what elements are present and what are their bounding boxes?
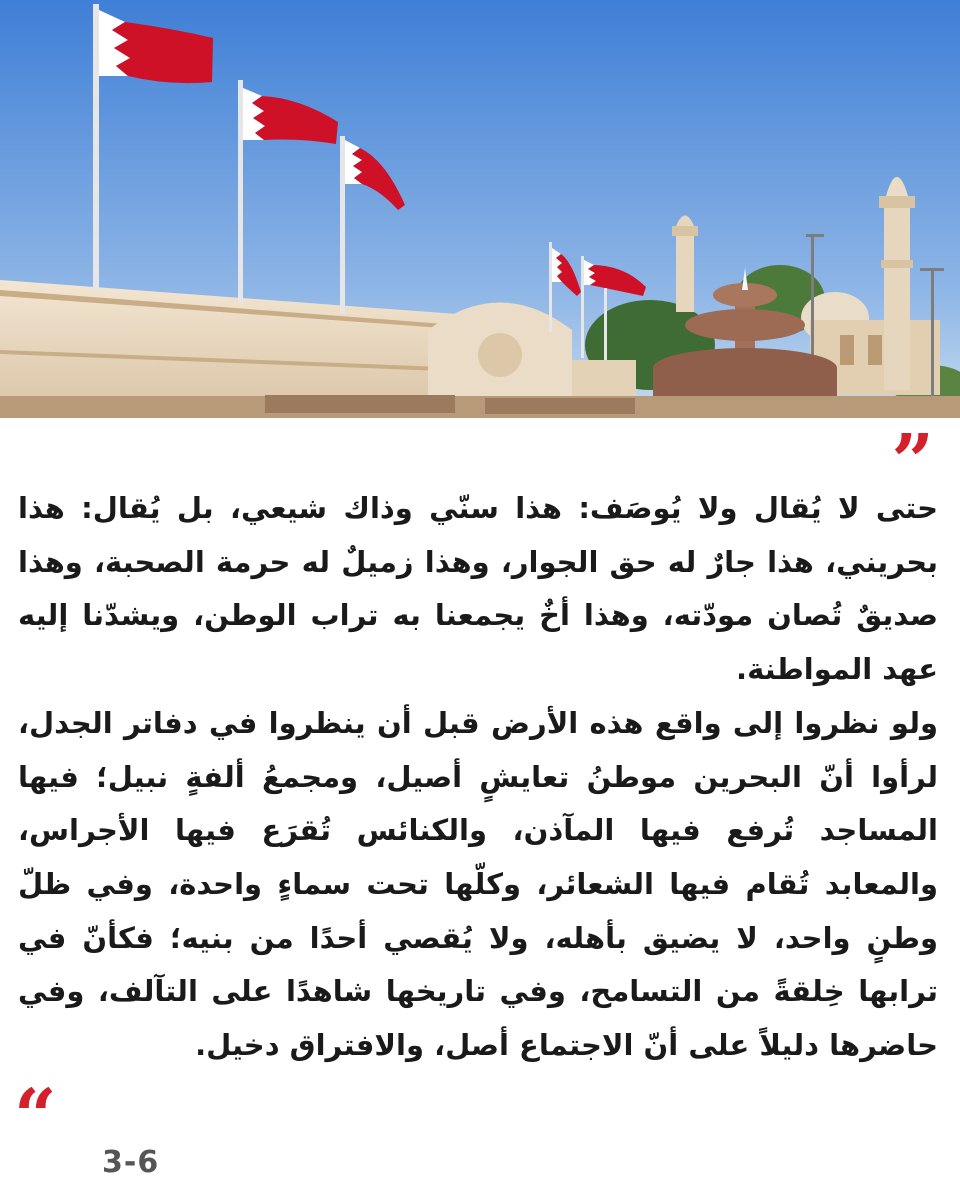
- paragraph-1: حتى لا يُقال ولا يُوصَف: هذا سنّي وذاك شيعي، بل يُقال: هذا بحريني، هذا جارٌ له حق الجوار، وهذا زميلٌ له حرمة الصحبة، وهذا صديقٌ تُصان مودّته، وهذا أخٌ يجمعنا به تراب الوطن، ويشدّنا إليه عهد المواطنة.: [18, 491, 938, 687]
- article-body: [18, 482, 938, 1073]
- paragraph-2: ولو نظروا إلى واقع هذه الأرض قبل أن ينظروا في دفاتر الجدل، لرأوا أنّ البحرين موطنُ تعايشٍ أصيل، ومجمعُ ألفةٍ نبيل؛ فيها المساجد تُرفع فيها المآذن، والكنائس تُقرَع فيها الأجراس، والمعابد تُقام فيها الشعائر، وكلّها تحت سماءٍ واحدة، وفي ظلّ وطنٍ واحد، لا يضيق بأهله، ولا يُقصي أحدًا من بنيه؛ فكأنّ في ترابها خِلقةً من التسامح، وفي تاريخها شاهدًا على التآلف، وفي حاضرها دليلاً على أنّ الاجتماع أصل، والافتراق دخيل.: [18, 705, 938, 1063]
- page-number: 3-6: [102, 1145, 160, 1180]
- quote-open-icon: ”: [891, 419, 934, 505]
- quote-close-icon: “: [14, 1074, 57, 1160]
- hero-photo: [0, 0, 960, 418]
